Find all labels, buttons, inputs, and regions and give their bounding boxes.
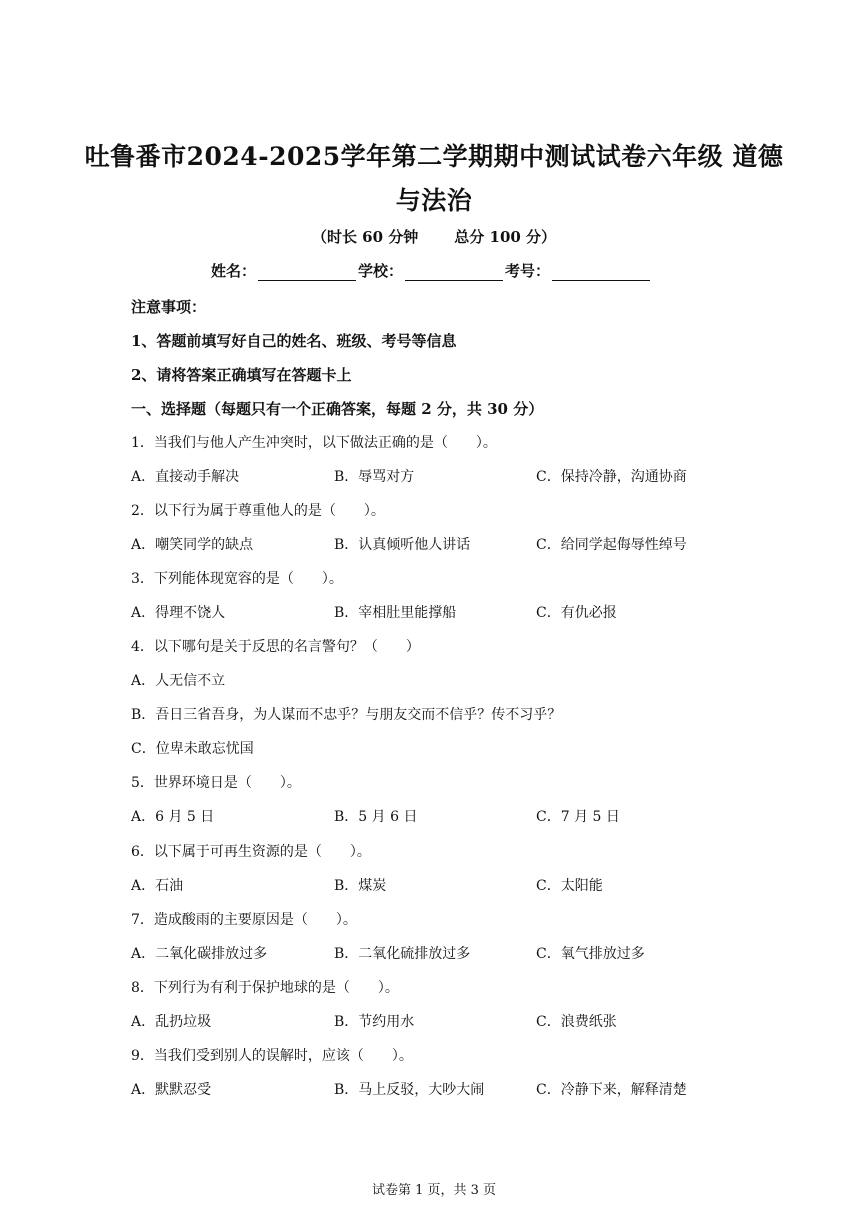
option-c: C．浪费纸张: [536, 1014, 617, 1030]
option-c: C．有仇必报: [536, 605, 617, 621]
question-stem: 4．以下哪句是关于反思的名言警句？（ ）: [131, 639, 420, 655]
option-b: B．煤炭: [334, 878, 387, 894]
page-footer: 试卷第 1 页，共 3 页: [371, 1183, 497, 1198]
option-b: B．吾日三省吾身，为人谋而不忠乎？与朋友交而不信乎？传不习乎？: [131, 707, 562, 723]
exam-number-label: 考号：: [505, 262, 551, 280]
notes-heading: 注意事项：: [131, 298, 207, 316]
question-stem: 1．当我们与他人产生冲突时，以下做法正确的是（ ）。: [131, 435, 497, 451]
question-stem: 2．以下行为属于尊重他人的是（ ）。: [131, 503, 385, 519]
option-b: B．二氧化硫排放过多: [334, 946, 471, 962]
option-a: A．嘲笑同学的缺点: [131, 537, 254, 553]
question-stem: 5．世界环境日是（ ）。: [131, 775, 301, 791]
option-a: A．默默忍受: [131, 1082, 212, 1098]
option-c: C．太阳能: [536, 878, 603, 894]
exam-number-blank[interactable]: [552, 262, 650, 281]
option-b: B．宰相肚里能撑船: [334, 605, 457, 621]
school-blank[interactable]: [405, 262, 503, 281]
option-b: B．节约用水: [334, 1014, 415, 1030]
question-stem: 6．以下属于可再生资源的是（ ）。: [131, 844, 371, 860]
option-a: A．人无信不立: [131, 673, 226, 689]
option-a: A．二氧化碳排放过多: [131, 946, 268, 962]
option-b: B．辱骂对方: [334, 469, 415, 485]
question-stem: 9．当我们受到别人的误解时，应该（ ）。: [131, 1048, 413, 1064]
note-item: 1、答题前填写好自己的姓名、班级、考号等信息: [131, 332, 457, 350]
student-info-row: [211, 260, 652, 281]
option-c: C．冷静下来，解释清楚: [536, 1082, 687, 1098]
option-b: B．马上反驳，大吵大闹: [334, 1082, 485, 1098]
name-blank[interactable]: [258, 262, 356, 281]
total-score-text: 总分 100 分）: [454, 228, 557, 246]
option-a: A．得理不饶人: [131, 605, 226, 621]
option-a: A．6 月 5 日: [131, 809, 215, 825]
question-stem: 8．下列行为有利于保护地球的是（ ）。: [131, 980, 399, 996]
option-a: A．石油: [131, 878, 184, 894]
exam-duration-score: [0, 226, 868, 247]
option-a: A．直接动手解决: [131, 469, 240, 485]
duration-text: （时长 60 分钟: [311, 228, 419, 246]
school-label: 学校：: [358, 262, 404, 280]
name-label: 姓名：: [211, 262, 257, 280]
option-c: C．位卑未敢忘忧国: [131, 741, 254, 757]
section-heading: 一、选择题（每题只有一个正确答案，每题 2 分，共 30 分）: [131, 400, 544, 418]
option-a: A．乱扔垃圾: [131, 1014, 212, 1030]
option-b: B．认真倾听他人讲话: [334, 537, 471, 553]
option-c: C．给同学起侮辱性绰号: [536, 537, 687, 553]
note-item: 2、请将答案正确填写在答题卡上: [131, 366, 352, 384]
option-b: B．5 月 6 日: [334, 809, 418, 825]
question-stem: 7．造成酸雨的主要原因是（ ）。: [131, 912, 357, 928]
question-stem: 3．下列能体现宽容的是（ ）。: [131, 571, 343, 587]
exam-title-line-1: 吐鲁番市2024-2025学年第二学期期中测试试卷六年级 道德: [84, 142, 784, 171]
option-c: C．保持冷静，沟通协商: [536, 469, 687, 485]
option-c: C．7 月 5 日: [536, 809, 620, 825]
exam-title-line-2: 与法治: [395, 186, 473, 215]
option-c: C．氧气排放过多: [536, 946, 645, 962]
